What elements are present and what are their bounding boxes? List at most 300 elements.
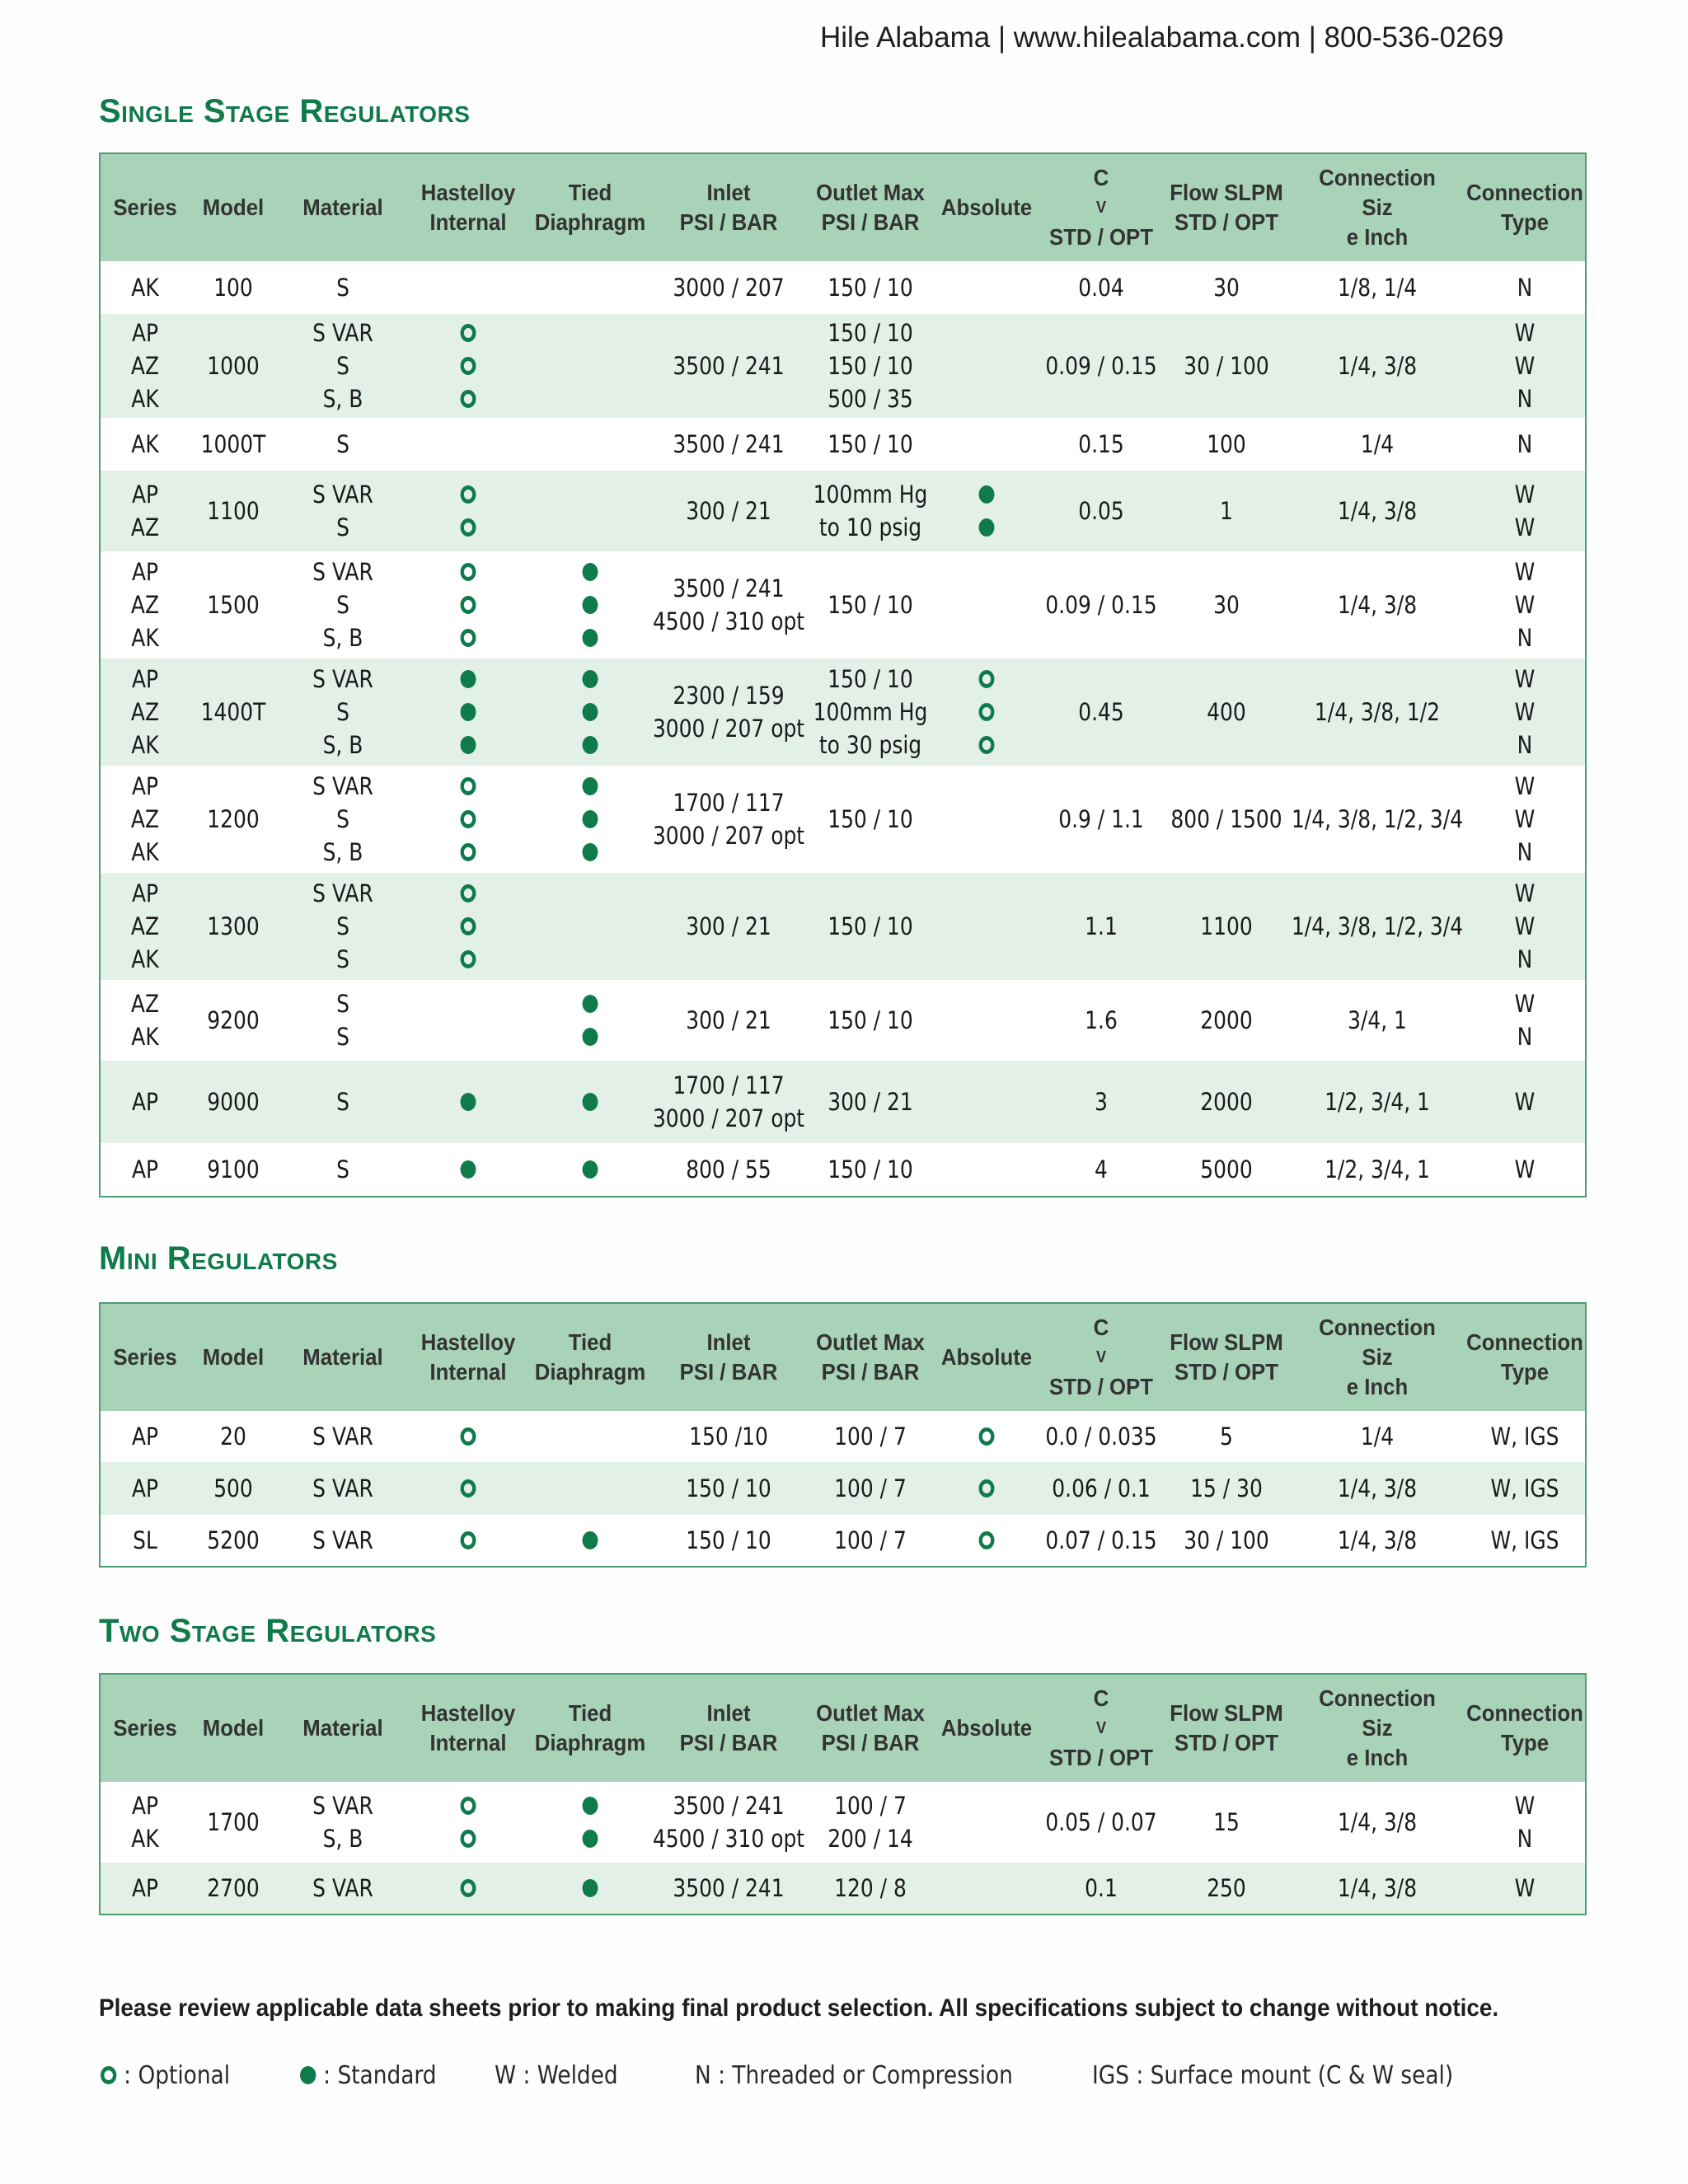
cell-series [110, 551, 181, 658]
cell-flow [1174, 980, 1280, 1061]
cell-flow [1174, 551, 1280, 658]
standard-dot-icon [461, 1160, 476, 1179]
cell-value: 150 / 10 [828, 352, 913, 380]
column-header-flow [1170, 1675, 1283, 1782]
cell-hastelloy [425, 1515, 510, 1566]
cell-value: 150 / 10 [828, 665, 913, 693]
column-header-line: Connection [1319, 165, 1436, 190]
cell-outlet [810, 1061, 931, 1143]
standard-dot-icon [583, 629, 598, 647]
column-header-line: Outlet Max [816, 180, 925, 205]
cell-tied [541, 766, 640, 873]
cell-outlet [810, 1462, 931, 1515]
cell-material [290, 766, 396, 873]
cell-value: 0.1 [1085, 1874, 1118, 1902]
optional-circle-icon [461, 1797, 476, 1815]
column-header-line: PSI / BAR [679, 1359, 778, 1385]
cell-absolute [944, 1863, 1029, 1914]
cell-outlet [810, 1863, 931, 1914]
table-header-row [101, 154, 1585, 261]
cell-value: 1/4, 3/8 [1337, 1808, 1418, 1836]
column-header-cv [1044, 154, 1158, 261]
column-header-flow [1170, 154, 1283, 261]
cell-series [110, 766, 181, 873]
cell-value: 1500 [207, 591, 260, 619]
column-header-line: Hastelloy [420, 1329, 516, 1355]
cell-value: S VAR [312, 319, 373, 347]
column-header-inlet [653, 154, 804, 261]
column-header-cv [1044, 1675, 1158, 1782]
column-header-line: Series [113, 1715, 177, 1741]
cell-absolute [944, 314, 1029, 418]
optional-circle-icon [461, 563, 476, 581]
legend-optional [101, 2059, 230, 2092]
cell-series [110, 418, 181, 471]
cell-value: W [1514, 772, 1536, 800]
cell-inlet [658, 314, 799, 418]
cell-value: 1/4, 3/8, 1/2, 3/4 [1291, 912, 1464, 940]
column-header-line: Absolute [940, 1344, 1033, 1370]
optional-circle-icon [461, 810, 476, 828]
cell-material [290, 1515, 396, 1566]
standard-dot-icon [583, 777, 598, 795]
cell-value: AP [131, 772, 159, 800]
column-header-cv-symbol: C V [1093, 1685, 1109, 1737]
column-header-line: PSI / BAR [821, 209, 920, 235]
column-header-line: Tied [568, 180, 612, 205]
cell-value: 1/4, 3/8 [1337, 1874, 1418, 1902]
cell-type [1475, 1515, 1574, 1566]
contact-header: Hile Alabama | www.hilealabama.com | 800-536-0269 [820, 21, 1504, 54]
standard-dot-icon [583, 670, 598, 688]
cell-cv [1048, 471, 1155, 551]
cell-flow [1174, 1061, 1280, 1143]
cell-inlet [652, 1061, 805, 1143]
cell-cv [1045, 1411, 1157, 1462]
cell-value: 100 [213, 274, 253, 302]
table-row [101, 1782, 1585, 1863]
column-header-line: PSI / BAR [821, 1730, 920, 1755]
cell-value: 0.04 [1078, 274, 1124, 302]
cell-value: 3000 / 207 opt [652, 822, 805, 850]
cell-value: W [1514, 1792, 1536, 1820]
cell-model [195, 1515, 273, 1566]
cell-value: 150 / 10 [828, 805, 913, 833]
table-header-row [101, 1304, 1585, 1411]
cell-tied [541, 1515, 640, 1566]
cell-type [1475, 261, 1574, 314]
cell-value: AP [131, 1088, 159, 1116]
table-row [101, 261, 1585, 314]
cell-material [290, 1863, 396, 1914]
column-header-line: e Inch [1346, 1374, 1409, 1399]
cell-type [1475, 418, 1574, 471]
cell-value: 150 /10 [689, 1422, 768, 1451]
column-header-line: Diaphragm [534, 1359, 646, 1385]
column-header-line: Internal [429, 209, 507, 235]
standard-dot-icon [300, 2066, 316, 2084]
standard-dot-icon [461, 736, 476, 754]
cell-cv [1048, 873, 1155, 980]
cell-size [1299, 1782, 1455, 1863]
cell-material [290, 980, 396, 1061]
optional-circle-icon [461, 884, 476, 902]
cell-value: 30 / 100 [1184, 352, 1269, 380]
cell-value: 1700 [207, 1808, 260, 1836]
cell-inlet [658, 418, 799, 471]
cell-value: N [1517, 945, 1533, 973]
optional-circle-icon [101, 2066, 116, 2084]
cell-inlet [658, 261, 799, 314]
cell-value: N [1517, 274, 1533, 302]
cell-value: AK [131, 274, 159, 302]
cell-value: S [336, 698, 349, 726]
table-header-row [101, 1675, 1585, 1782]
cell-value: AK [131, 430, 159, 458]
table-row [101, 1061, 1585, 1143]
cell-value: S [336, 513, 349, 541]
cell-series [110, 1515, 181, 1566]
cell-absolute [944, 873, 1029, 980]
cell-value: 150 / 10 [828, 430, 913, 458]
cell-value: AK [131, 624, 159, 652]
cell-absolute [944, 471, 1029, 551]
legend-welded-label: W : Welded [495, 2060, 618, 2090]
column-header-line: Diaphragm [534, 209, 646, 235]
column-header-tied [534, 1304, 646, 1411]
legend-igs [1092, 2059, 1453, 2092]
cell-type [1475, 658, 1574, 766]
column-header-tied [534, 1675, 646, 1782]
cell-model [195, 551, 273, 658]
cell-value: AK [131, 731, 159, 759]
cell-tied [541, 1782, 640, 1863]
cell-hastelloy [425, 1462, 510, 1515]
cell-value: 300 / 21 [686, 912, 771, 940]
standard-dot-icon [583, 1879, 598, 1897]
cell-value: W [1514, 1874, 1536, 1902]
cell-inlet [658, 471, 799, 551]
cell-tied [541, 1411, 640, 1462]
cell-value: 5000 [1200, 1155, 1253, 1183]
cell-value: 150 / 10 [828, 319, 913, 347]
standard-dot-icon [583, 1093, 598, 1111]
cell-value: AP [131, 879, 159, 907]
cell-value: N [1517, 1825, 1533, 1853]
cell-absolute [944, 766, 1029, 873]
cell-series [110, 1782, 181, 1863]
cell-value: 100mm Hg [813, 480, 928, 509]
cell-absolute [944, 1143, 1029, 1196]
column-header-line: Connection [1466, 1329, 1583, 1355]
cell-flow [1174, 1411, 1280, 1462]
legend-standard [300, 2059, 437, 2092]
optional-circle-icon [979, 1479, 995, 1497]
cell-material [290, 1782, 396, 1863]
standard-dot-icon [583, 1028, 598, 1046]
cell-value: 2700 [207, 1874, 260, 1902]
optional-circle-icon [461, 777, 476, 795]
cell-value: 1/4, 3/8 [1337, 352, 1418, 380]
cell-value: 1700 / 117 [673, 789, 785, 817]
cell-value: 1400T [200, 698, 266, 726]
cell-value: 0.45 [1078, 698, 1124, 726]
cell-value: 100 [1207, 430, 1246, 458]
cell-series [110, 873, 181, 980]
cell-tied [541, 1462, 640, 1515]
cell-value: N [1517, 1023, 1533, 1051]
cell-value: 300 / 21 [686, 497, 771, 525]
cell-value: S VAR [312, 665, 373, 693]
cell-series [110, 314, 181, 418]
column-header-line: Series [113, 1344, 177, 1370]
cell-value: S [336, 990, 349, 1018]
cell-type [1475, 873, 1574, 980]
cell-value: S, B [322, 731, 363, 759]
cell-tied [541, 314, 640, 418]
cell-value: 4500 / 310 opt [652, 1825, 805, 1853]
cell-hastelloy [425, 471, 510, 551]
cell-value: 120 / 8 [834, 1874, 907, 1902]
cell-value: 3500 / 241 [673, 430, 785, 458]
column-header-line: Material [302, 194, 383, 220]
column-header-line: Material [302, 1715, 383, 1741]
cell-tied [541, 1863, 640, 1914]
cell-cv [1048, 1462, 1155, 1515]
column-header-line: Model [202, 194, 265, 220]
cell-value: 0.0 / 0.035 [1045, 1422, 1157, 1451]
cell-series [110, 261, 181, 314]
column-header-line: Outlet Max [816, 1329, 925, 1355]
cell-material [290, 314, 396, 418]
cell-value: 9200 [207, 1006, 260, 1034]
cell-tied [541, 551, 640, 658]
cell-value: W [1514, 352, 1536, 380]
column-header-line: Series [113, 194, 177, 220]
two-stage-table [99, 1673, 1587, 1915]
column-header-line: Flow SLPM [1170, 1700, 1283, 1726]
cell-value: 1 [1220, 497, 1233, 525]
column-header-hastelloy [420, 154, 516, 261]
cell-type [1475, 314, 1574, 418]
column-header-absolute [941, 154, 1032, 261]
column-header-line: Connection [1319, 1685, 1436, 1711]
column-header-line: Connection [1319, 1315, 1436, 1340]
cell-value: S [336, 352, 349, 380]
cell-material [290, 1061, 396, 1143]
cell-hastelloy [425, 1782, 510, 1863]
column-header-absolute [941, 1675, 1032, 1782]
cell-value: 3500 / 241 [673, 352, 785, 380]
cell-value: 1000 [207, 352, 260, 380]
cell-size [1299, 980, 1455, 1061]
cell-value: N [1517, 731, 1533, 759]
cell-value: AK [131, 945, 159, 973]
cell-value: 0.09 / 0.15 [1045, 352, 1157, 380]
cell-flow [1174, 873, 1280, 980]
standard-dot-icon [583, 1160, 598, 1179]
standard-dot-icon [583, 596, 598, 614]
column-header-line: Flow SLPM [1170, 180, 1283, 205]
cell-value: 1/8, 1/4 [1337, 274, 1418, 302]
cell-tied [541, 658, 640, 766]
cell-size [1299, 1061, 1455, 1143]
cell-absolute [944, 1061, 1029, 1143]
cell-value: 300 / 21 [686, 1006, 771, 1034]
cell-value: 1/2, 3/4, 1 [1325, 1155, 1430, 1183]
table-row [101, 314, 1585, 418]
standard-dot-icon [583, 703, 598, 721]
column-header-material [286, 154, 400, 261]
cell-value: 1100 [1200, 912, 1253, 940]
column-header-type [1466, 1675, 1583, 1782]
section-title-mini: Mini Regulators [99, 1240, 338, 1277]
column-header-line: STD / OPT [1175, 1730, 1278, 1755]
cell-absolute [944, 980, 1029, 1061]
table-row [101, 1515, 1585, 1566]
cell-size [1299, 1411, 1455, 1462]
column-header-line: Internal [429, 1359, 507, 1385]
column-header-size [1294, 154, 1461, 261]
cell-tied [541, 1143, 640, 1196]
cell-value: 3500 / 241 [673, 1792, 785, 1820]
column-header-inlet [653, 1304, 804, 1411]
cell-hastelloy [425, 418, 510, 471]
optional-circle-icon [461, 917, 476, 935]
cell-absolute [944, 551, 1029, 658]
optional-circle-icon [461, 1830, 476, 1848]
column-header-line: Type [1500, 209, 1550, 235]
column-header-hastelloy [420, 1675, 516, 1782]
cell-flow [1174, 418, 1280, 471]
cell-flow [1174, 1462, 1280, 1515]
column-header-line: e Inch [1346, 224, 1409, 250]
cell-flow [1174, 1143, 1280, 1196]
section-title-single-stage: Single Stage Regulators [99, 93, 471, 129]
column-header-line: PSI / BAR [821, 1359, 920, 1385]
column-header-outlet [806, 154, 935, 261]
cell-flow [1174, 261, 1280, 314]
cell-value: 2300 / 159 [673, 682, 785, 710]
optional-circle-icon [979, 703, 995, 721]
cell-value: 2000 [1200, 1088, 1253, 1116]
cell-value: AP [131, 480, 159, 509]
column-header-line: Outlet Max [816, 1700, 925, 1726]
cell-value: W [1514, 513, 1536, 541]
standard-dot-icon [979, 485, 995, 504]
cell-model [195, 1061, 273, 1143]
cell-hastelloy [425, 1061, 510, 1143]
cell-material [290, 551, 396, 658]
standard-dot-icon [583, 1830, 598, 1848]
cell-inlet [652, 1782, 805, 1863]
cell-material [290, 471, 396, 551]
column-header-line: Material [302, 1344, 383, 1370]
cell-inlet [652, 766, 805, 873]
cell-outlet [810, 1782, 931, 1863]
cell-value: S [336, 591, 349, 619]
table-row [101, 766, 1585, 873]
cell-outlet [810, 1515, 931, 1566]
cell-value: 4500 / 310 opt [652, 607, 805, 635]
cell-type [1475, 1863, 1574, 1914]
cell-value: 1/4 [1360, 430, 1395, 458]
cell-value: 1/4, 3/8, 1/2, 3/4 [1291, 805, 1464, 833]
column-header-line: Model [202, 1715, 265, 1741]
cell-flow [1174, 314, 1280, 418]
cell-value: 0.15 [1078, 430, 1124, 458]
cell-value: S VAR [312, 558, 373, 586]
column-header-line: Inlet [706, 1329, 751, 1355]
cell-value: W [1514, 912, 1536, 940]
cell-value: S, B [322, 385, 363, 413]
cell-series [110, 1863, 181, 1914]
cell-value: to 10 psig [818, 513, 922, 541]
cell-size [1299, 261, 1455, 314]
optional-circle-icon [461, 629, 476, 647]
cell-value: 9000 [207, 1088, 260, 1116]
cell-series [110, 1143, 181, 1196]
optional-circle-icon [461, 1479, 476, 1497]
cell-value: 1/4, 3/8 [1337, 497, 1418, 525]
column-header-line: PSI / BAR [679, 209, 778, 235]
column-header-cv-units: STD / OPT [1049, 1745, 1153, 1770]
cell-model [195, 1143, 273, 1196]
cell-value: SL [133, 1526, 157, 1554]
cell-value: S VAR [312, 1874, 373, 1902]
column-header-material [286, 1304, 400, 1411]
cell-value: 20 [220, 1422, 246, 1451]
cell-size [1299, 1462, 1455, 1515]
cell-outlet [810, 658, 931, 766]
cell-value: AK [131, 838, 159, 866]
cell-absolute [944, 261, 1029, 314]
cell-value: 150 / 10 [828, 1155, 913, 1183]
cell-type [1475, 1143, 1574, 1196]
cell-value: AP [131, 1422, 159, 1451]
cell-value: W [1514, 1088, 1536, 1116]
cell-value: 1.6 [1085, 1006, 1118, 1034]
cell-inlet [658, 873, 799, 980]
cell-size [1291, 766, 1464, 873]
cell-value: AP [131, 665, 159, 693]
cell-series [110, 471, 181, 551]
cell-series [110, 658, 181, 766]
cell-outlet [810, 1411, 931, 1462]
cell-value: W [1514, 879, 1536, 907]
cell-cv [1045, 1515, 1157, 1566]
cell-value: AP [131, 1874, 159, 1902]
cell-hastelloy [425, 658, 510, 766]
cell-value: 1/4, 3/8 [1337, 591, 1418, 619]
cell-value: 1/4, 3/8 [1337, 1474, 1418, 1502]
cell-value: AZ [130, 513, 160, 541]
cell-value: S VAR [312, 1422, 373, 1451]
column-header-size [1294, 1675, 1461, 1782]
column-header-type [1466, 1304, 1583, 1411]
cell-size [1299, 471, 1455, 551]
cell-model [195, 1462, 273, 1515]
cell-outlet [810, 471, 931, 551]
cell-hastelloy [425, 1863, 510, 1914]
table-row [101, 471, 1585, 551]
section-title-two-stage: Two Stage Regulators [99, 1613, 437, 1649]
cell-value: W [1514, 805, 1536, 833]
cell-cv [1048, 261, 1155, 314]
standard-dot-icon [583, 563, 598, 581]
cell-value: W [1514, 591, 1536, 619]
cell-value: 5 [1220, 1422, 1233, 1451]
